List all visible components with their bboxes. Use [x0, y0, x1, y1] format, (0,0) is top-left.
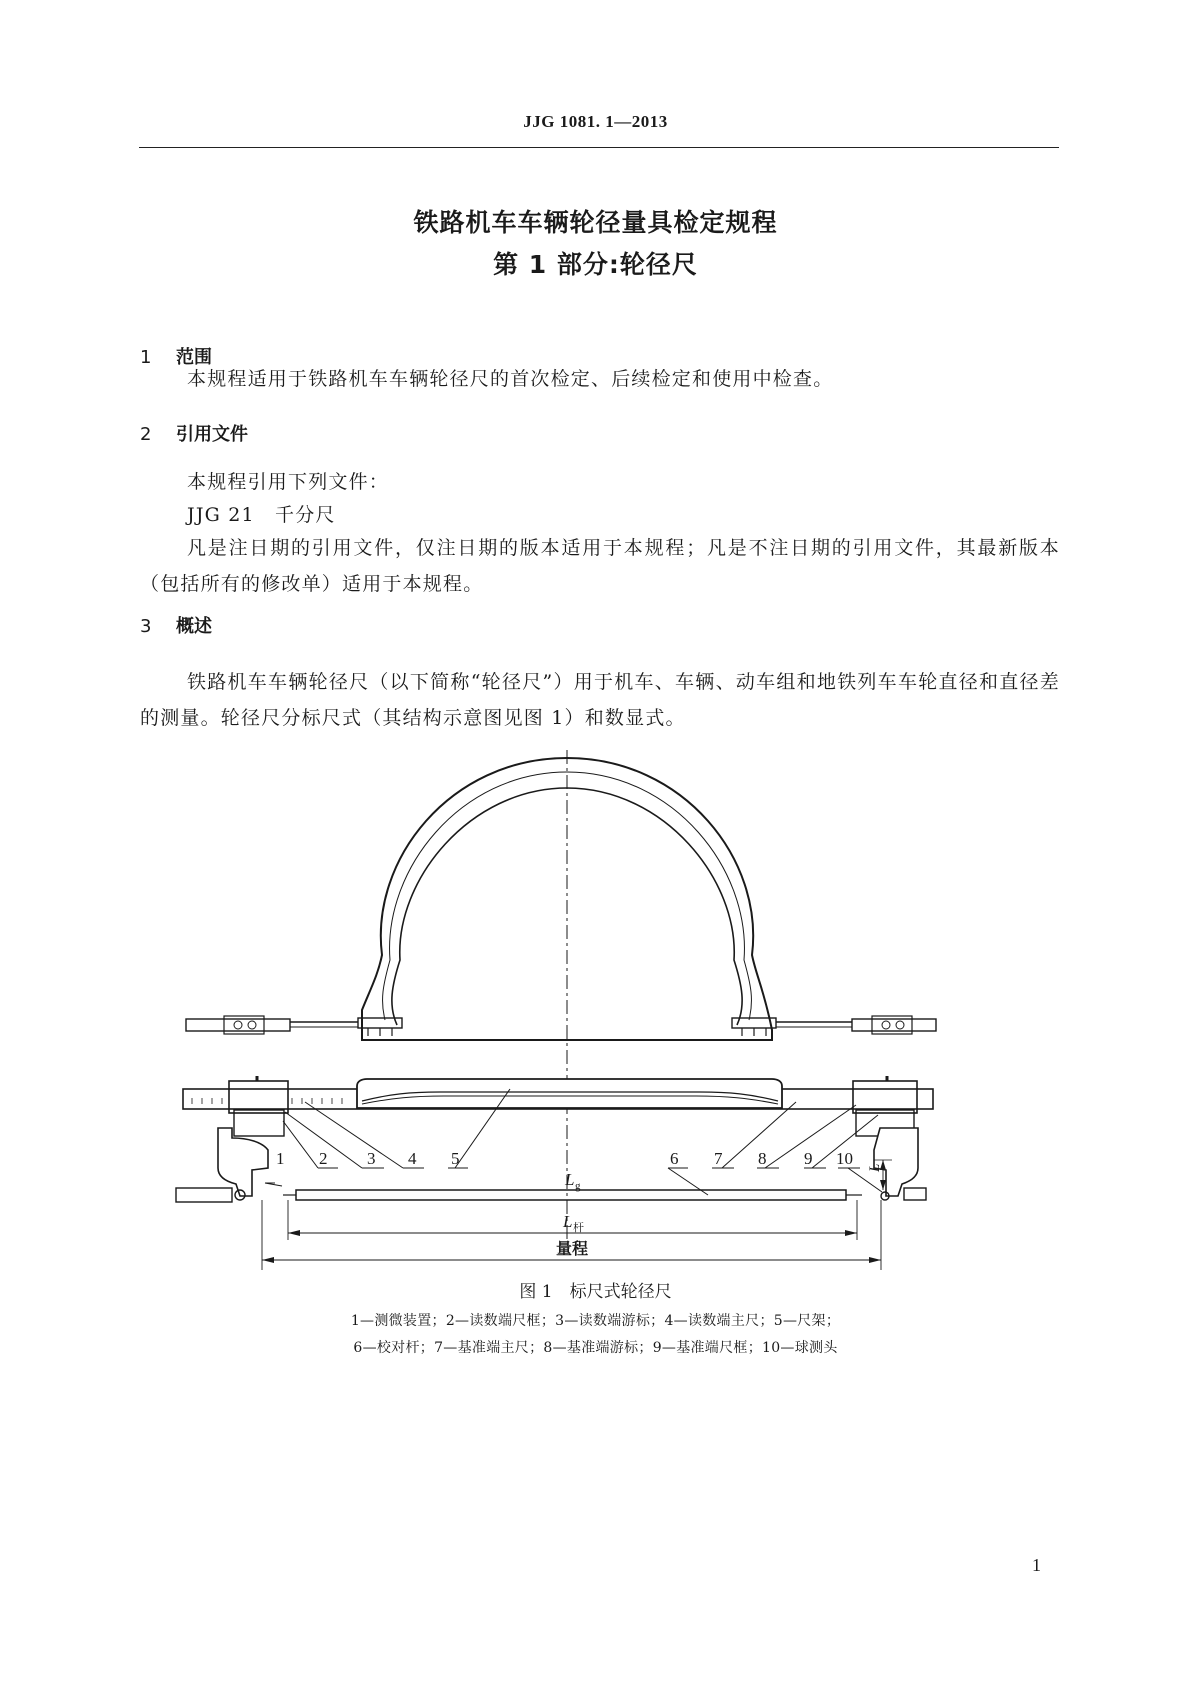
callout-6: 6 — [670, 1149, 679, 1168]
callout-1: 1 — [276, 1149, 285, 1168]
section-title: 概述 — [176, 616, 212, 637]
calibration-rod — [296, 1190, 846, 1200]
paragraph: 凡是注日期的引用文件，仅注日期的版本适用于本规程；凡是不注日期的引用文件，其最新版本（包括所有的修改单）适用于本规程。 — [140, 537, 1060, 595]
bolts-right — [742, 1028, 766, 1036]
section-number: 1 — [140, 347, 152, 368]
document-title: 铁路机车车辆轮径量具检定规程 — [413, 208, 778, 237]
ruler-ticks — [192, 1098, 342, 1104]
reference-end-frame — [853, 1081, 917, 1113]
wheel-gauge-diagram — [0, 730, 1191, 1280]
section-title: 引用文件 — [176, 424, 248, 445]
dim-lrod: L — [563, 1212, 573, 1231]
paragraph: 铁路机车车辆轮径尺（以下简称“轮径尺”）用于机车、车辆、动车组和地铁列车车轮直径和直径差的测量。轮径尺分标尺式（其结构示意图见图 1）和数显式。 — [140, 671, 1060, 729]
dim-lrod-sub: 杆 — [573, 1222, 584, 1234]
top-right-slider — [852, 1019, 936, 1031]
figure-legend-line-2: 6—校对杆；7—基准端主尺；8—基准端游标；9—基准端尺框；10—球测头 — [353, 1340, 838, 1356]
frame-center-piece — [357, 1079, 782, 1108]
figure-legend-line-1: 1—测微装置；2—读数端尺框；3—读数端游标；4—读数端主尺；5—尺架； — [350, 1313, 841, 1329]
callout-5: 5 — [451, 1149, 460, 1168]
reference-jaw — [874, 1128, 918, 1196]
paragraph: 本规程适用于铁路机车车辆轮径尺的首次检定、后续检定和使用中检查。 — [187, 368, 834, 390]
header-rule — [139, 147, 1059, 148]
section-heading-overview — [140, 612, 212, 638]
section-number: 2 — [140, 424, 152, 445]
section-title: 范围 — [176, 347, 212, 368]
micrometer-head — [176, 1188, 232, 1202]
dim-lg: L — [565, 1170, 575, 1189]
callout-4: 4 — [408, 1149, 417, 1168]
micrometer-jaw — [218, 1128, 268, 1196]
document-code-header: JJG 1081. 1—2013 — [523, 112, 668, 131]
section-heading-references — [140, 420, 248, 446]
bolts-left — [368, 1028, 392, 1036]
reading-end-vernier — [234, 1110, 284, 1136]
document-subtitle: 第 1 部分:轮径尺 — [493, 250, 698, 279]
figure-caption: 图 1 标尺式轮径尺 — [519, 1282, 672, 1302]
paragraph: JJG 21 千分尺 — [187, 504, 336, 526]
callout-7: 7 — [714, 1149, 723, 1168]
page-number: 1 — [1032, 1555, 1041, 1575]
dim-l: L — [867, 1163, 883, 1172]
callout-2: 2 — [319, 1149, 328, 1168]
callout-8: 8 — [758, 1149, 767, 1168]
section-number: 3 — [140, 616, 152, 637]
callout-10: 10 — [836, 1149, 853, 1168]
dim-range: 量程 — [556, 1241, 589, 1258]
dim-lg-sub: g — [575, 1180, 581, 1192]
callout-9: 9 — [804, 1149, 813, 1168]
paragraph: 本规程引用下列文件： — [187, 471, 390, 493]
callout-3: 3 — [367, 1149, 376, 1168]
reading-end-frame — [229, 1081, 288, 1113]
